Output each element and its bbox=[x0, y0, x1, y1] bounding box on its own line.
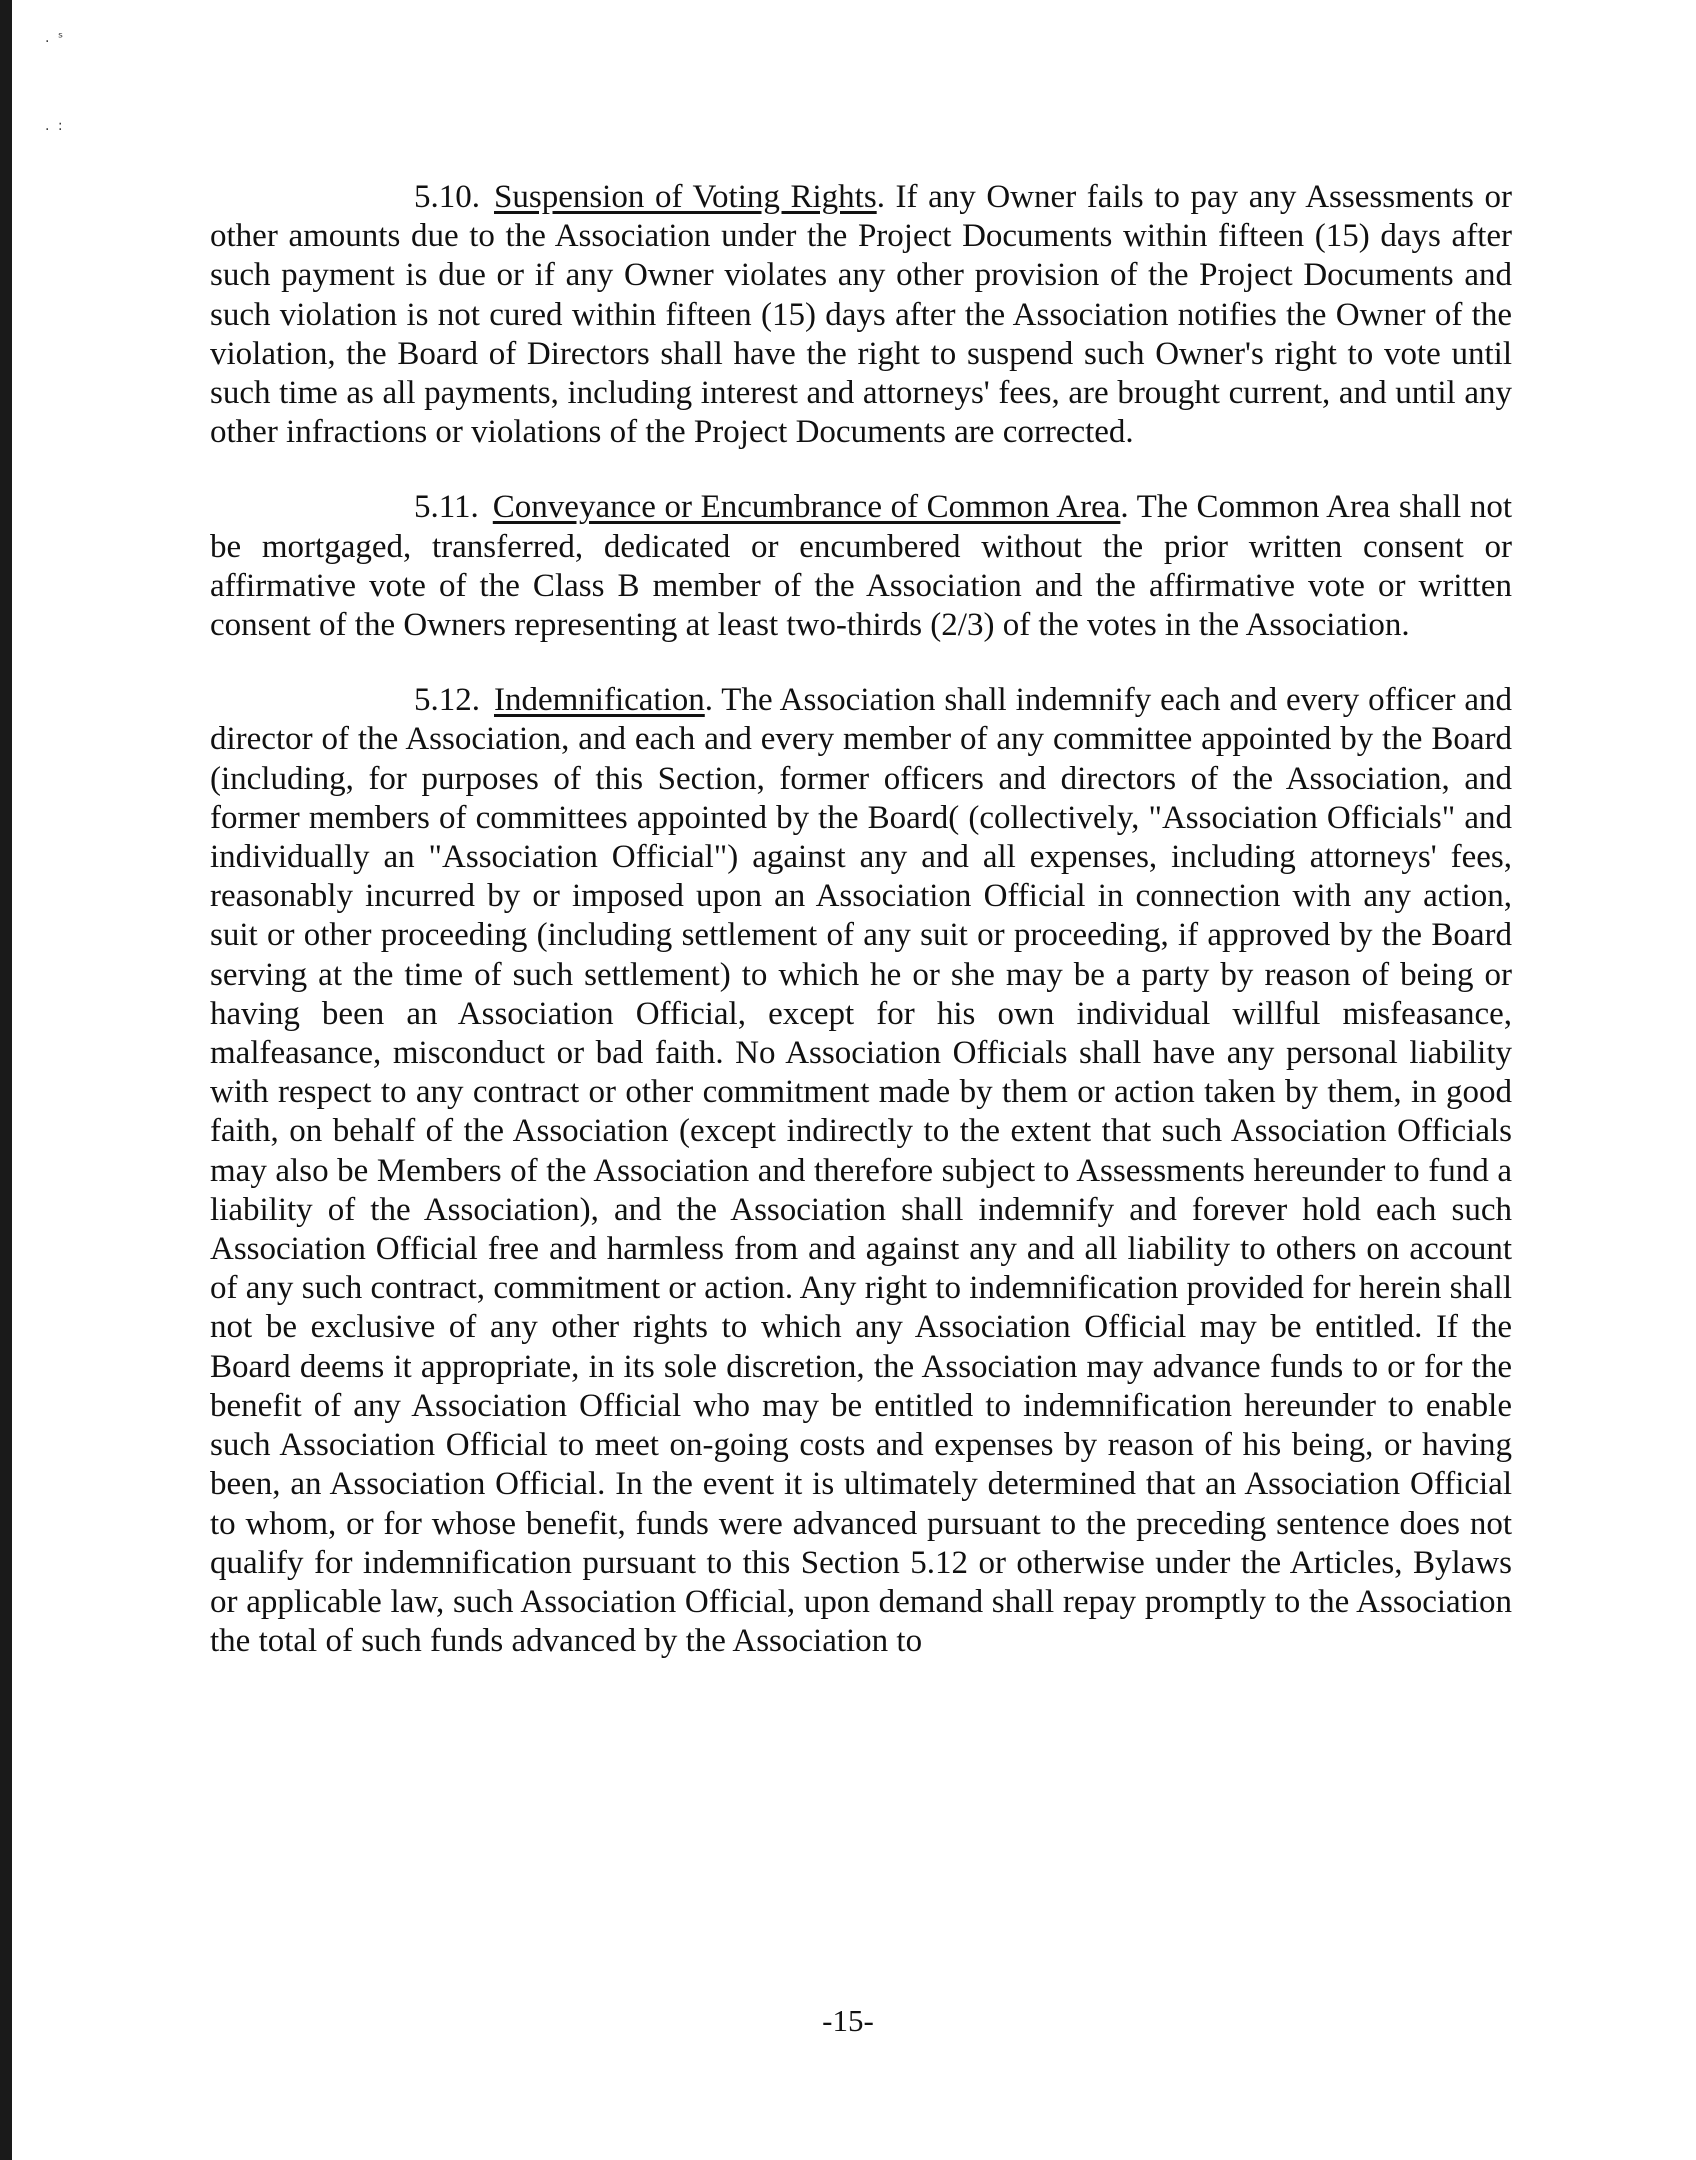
section-text: . If any Owner fails to pay any Assessments or other amounts due to the Association under the Project Documents within fifteen (15) days after such payment is due or if any Owner violates any other provision of the Project Documents and such violation is not cured within fifteen (15) days after the Association notifies the Owner of the violation, the Board of Directors shall have the right to suspend such Owner's right to vote until such time as all payments, including interest and attorneys' fees, are brought current, and until any other infractions or violations of the Project Documents are corrected. bbox=[210, 179, 1512, 451]
page-number: -15- bbox=[822, 2003, 874, 2038]
scan-left-edge bbox=[0, 0, 12, 2160]
section-heading: Indemnification bbox=[494, 682, 705, 719]
section-5-11-paragraph bbox=[210, 488, 1512, 645]
section-heading: Conveyance or Encumbrance of Common Area bbox=[492, 489, 1121, 526]
scan-speck-mark: . : bbox=[45, 118, 65, 134]
section-number: 5.11. bbox=[414, 489, 479, 526]
section-text: . The Common Area shall not be mortgaged, transferred, dedicated or encumbered without the prior written consent or affirmative vote of the Class B member of the Association and the affirmative vote or written consent of the Owners representing at least two-thirds (2/3) of the votes in the Association. bbox=[210, 489, 1512, 644]
section-number: 5.10. bbox=[414, 179, 480, 215]
section-5-12-paragraph bbox=[210, 681, 1512, 1661]
scan-speck-mark: . ˢ bbox=[45, 30, 66, 46]
section-heading: Suspension of Voting Rights bbox=[494, 179, 877, 215]
section-text: . The Association shall indemnify each and every officer and director of the Association, and each and every member of any committee appointed by the Board (including, for purposes of this Section, former officers and directors of the Association, and former members of committees appointed by the Board( (collectively, "Association Officials" and individually an "Association Official") against any and all expenses, including attorneys' fees, reasonably incurred by or imposed upon an Association Official in connection with any action, suit or other proceeding (including settlement of any suit or proceeding, if approved by the Board serving at the time of such settlement) to which he or she may be a party by reason of being or having been an Association Official, except for his own individual willful misfeasance, malfeasance, misconduct or bad faith. No Association Officials shall have any personal liability with respect to any contract or other commitment made by them or action taken by them, in good faith, on behalf of the Association (except indirectly to the extent that such Association Officials may also be Members of the Association and therefore subject to Assessments hereunder to fund a liability of the Association), and the Association shall indemnify and forever hold each such Association Official free and harmless from and against any and all liability to others on account of any such contract, commitment or action. Any right to indemnification provided for herein shall not be exclusive of any other rights to which any Association Official may be entitled. If the Board deems it appropriate, in its sole discretion, the Association may advance funds to or for the benefit of any Association Official who may be entitled to indemnification hereunder to enable such Association Official to meet on-going costs and expenses by reason of his being, or having been, an Association Official. In the event it is ultimately determined that an Association Official to whom, or for whose benefit, funds were advanced pursuant to the preceding sentence does not qualify for indemnification pursuant to this Section 5.12 or otherwise under the Articles, Bylaws or applicable law, such Association Official, upon demand shall repay promptly to the Association the total of such funds advanced by the Association to bbox=[210, 682, 1512, 1660]
document-body bbox=[210, 178, 1512, 1697]
section-5-10-paragraph bbox=[210, 178, 1512, 452]
section-number: 5.12. bbox=[414, 682, 480, 719]
